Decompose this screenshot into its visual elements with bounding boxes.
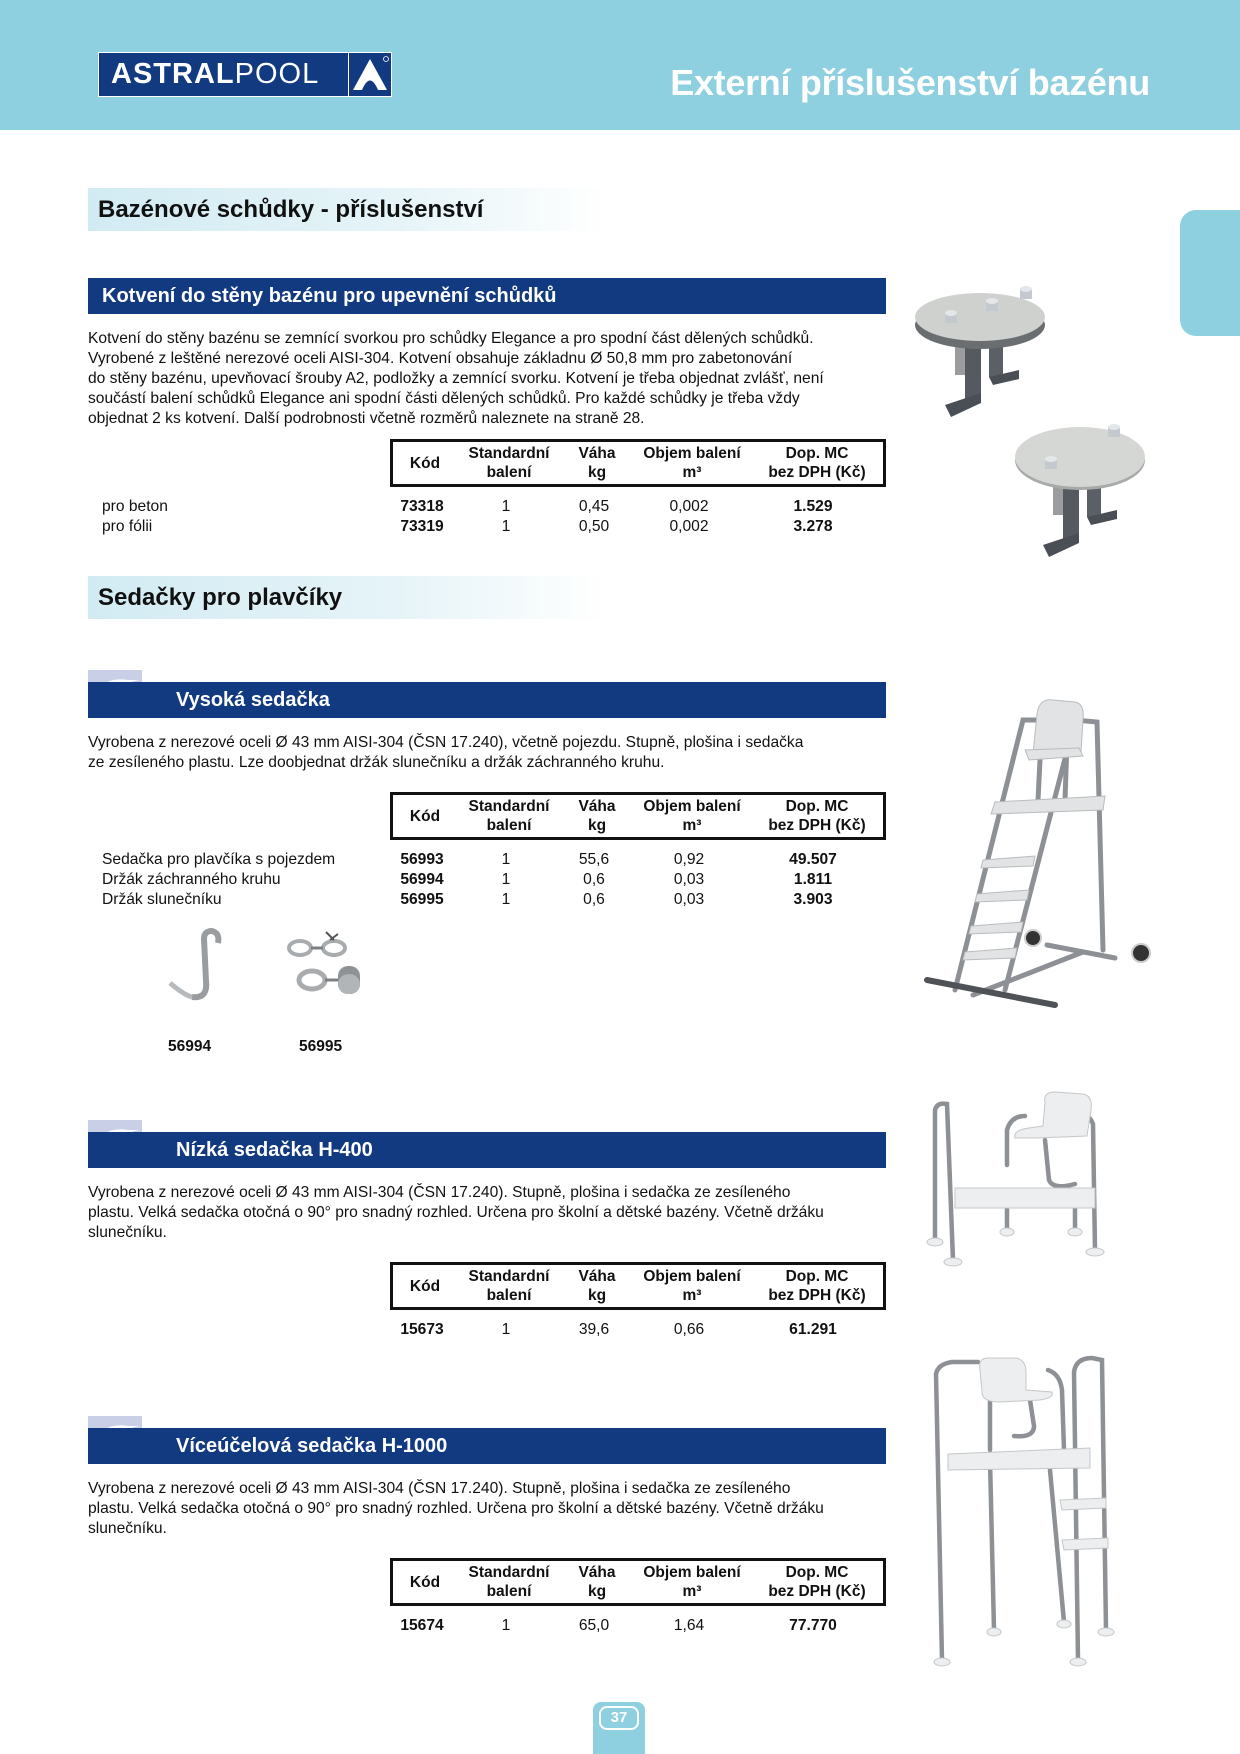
description-line: slunečníku. xyxy=(88,1224,167,1241)
description-line: objednat 2 ks kotvení. Další podrobnosti včetně rozměrů naleznete na straně 28. xyxy=(88,410,645,427)
row-weight: 0,45 xyxy=(578,498,610,515)
col-price xyxy=(751,1267,883,1305)
col-price-line2: bez DPH (Kč) xyxy=(768,1583,866,1600)
table-row xyxy=(88,1616,886,1636)
col-standard-line1: Standardní xyxy=(468,798,550,815)
description-line: slunečníku. xyxy=(88,1520,167,1537)
high-chair-description xyxy=(88,733,886,773)
col-standard-line1: Standardní xyxy=(468,1564,550,1581)
description-line: Vyrobena z nerezové oceli Ø 43 mm AISI-304 (ČSN 17.240). Stupně, plošina i sedačka ze zesíleného xyxy=(88,1480,791,1497)
row-weight: 0,50 xyxy=(578,518,610,535)
row-standard: 1 xyxy=(501,1321,511,1338)
col-standard-line2: balení xyxy=(486,464,532,481)
table-row xyxy=(88,870,886,890)
col-price xyxy=(751,1563,883,1601)
col-price xyxy=(751,797,883,835)
row-standard: 1 xyxy=(501,891,511,908)
row-price: 49.507 xyxy=(789,851,837,868)
col-standard-line1: Standardní xyxy=(468,1268,550,1285)
col-standard xyxy=(457,1563,561,1601)
description-line: ze zesíleného plastu. Lze doobjednat držák slunečníku a držák záchranného kruhu. xyxy=(88,754,665,771)
row-name: Sedačka pro plavčíka s pojezdem xyxy=(102,851,336,868)
table-header xyxy=(390,1558,886,1606)
table-header xyxy=(390,1262,886,1310)
row-volume: 0,03 xyxy=(673,871,705,888)
col-volume-line2: m³ xyxy=(682,1287,702,1304)
col-price-line1: Dop. MC xyxy=(785,1564,849,1581)
col-weight-line1: Váha xyxy=(578,798,616,815)
col-price-line2: bez DPH (Kč) xyxy=(768,464,866,481)
table-row xyxy=(88,890,886,910)
col-standard-line1: Standardní xyxy=(468,445,550,462)
row-standard: 1 xyxy=(501,518,511,535)
row-name: pro beton xyxy=(102,498,168,515)
col-price-line1: Dop. MC xyxy=(785,798,849,815)
col-weight xyxy=(561,444,633,482)
col-volume-line1: Objem balení xyxy=(643,445,741,462)
anchors-product-image xyxy=(915,275,1155,570)
col-kod: Kód xyxy=(409,1277,441,1295)
table-row xyxy=(88,1320,886,1340)
description-line: Kotvení do stěny bazénu se zemnící svorkou pro schůdky Elegance a pro spodní část dělených schůdků. xyxy=(88,330,814,347)
logo-triangle-icon xyxy=(348,53,391,96)
col-volume-line1: Objem balení xyxy=(643,1268,741,1285)
col-volume xyxy=(633,444,751,482)
col-weight xyxy=(561,1267,633,1305)
accessory-code: 56994 xyxy=(168,1038,212,1055)
col-weight-line1: Váha xyxy=(578,445,616,462)
row-weight: 0,6 xyxy=(583,871,605,888)
section-title-ladders: Bazénové schůdky - příslušenství xyxy=(88,188,608,231)
page-number: 37 xyxy=(599,1706,639,1730)
section-title-chairs: Sedačky pro plavčíky xyxy=(88,576,608,619)
page-number-tab xyxy=(593,1702,645,1754)
logo-wordmark xyxy=(99,58,351,91)
row-name: pro fólii xyxy=(102,518,153,535)
row-weight: 65,0 xyxy=(578,1617,610,1634)
ring-holder-image xyxy=(160,925,230,1010)
description-line: Vyrobené z leštěné nerezové oceli AISI-304. Kotvení obsahuje základnu Ø 50,8 mm pro zabetonování xyxy=(88,350,793,367)
row-volume: 1,64 xyxy=(673,1617,705,1634)
col-standard xyxy=(457,797,561,835)
col-weight-line1: Váha xyxy=(578,1268,616,1285)
table-header xyxy=(390,439,886,487)
logo-text-bold: ASTRAL xyxy=(111,58,235,90)
row-code: 15673 xyxy=(400,1321,444,1338)
col-weight xyxy=(561,797,633,835)
table-row xyxy=(88,497,886,517)
row-code: 73319 xyxy=(400,518,444,535)
col-weight-line1: Váha xyxy=(578,1564,616,1581)
product-bar-low-chair: Nízká sedačka H-400 xyxy=(88,1132,886,1168)
row-volume: 0,92 xyxy=(673,851,705,868)
row-standard: 1 xyxy=(501,851,511,868)
col-volume-line1: Objem balení xyxy=(643,1564,741,1581)
col-standard-line2: balení xyxy=(486,1583,532,1600)
row-price: 61.291 xyxy=(789,1321,837,1338)
row-weight: 55,6 xyxy=(578,851,610,868)
row-price: 77.770 xyxy=(789,1617,837,1634)
col-kod: Kód xyxy=(409,1573,441,1591)
row-standard: 1 xyxy=(501,871,511,888)
multi-chair-product-image xyxy=(930,1330,1145,1670)
col-price-line1: Dop. MC xyxy=(785,1268,849,1285)
row-name: Držák záchranného kruhu xyxy=(102,871,281,888)
description-line: do stěny bazénu, upevňovací šrouby A2, podložky a zemnící svorku. Kotvení je třeba objednat zvlášť, není xyxy=(88,370,824,387)
col-volume-line1: Objem balení xyxy=(643,798,741,815)
col-volume xyxy=(633,1267,751,1305)
col-weight-line2: kg xyxy=(587,1287,607,1304)
page-header xyxy=(0,0,1240,130)
row-code: 73318 xyxy=(400,498,444,515)
product-bar-multi-chair: Víceúčelová sedačka H-1000 xyxy=(88,1428,886,1464)
row-code: 56993 xyxy=(400,851,444,868)
row-volume: 0,03 xyxy=(673,891,705,908)
low-chair-description xyxy=(88,1183,886,1243)
col-weight-line2: kg xyxy=(587,464,607,481)
row-code: 56994 xyxy=(400,871,444,888)
col-standard-line2: balení xyxy=(486,817,532,834)
col-price xyxy=(751,444,883,482)
product-bar-high-chair: Vysoká sedačka xyxy=(88,682,886,718)
row-volume: 0,002 xyxy=(669,498,709,515)
anchors-description xyxy=(88,329,886,429)
description-line: Vyrobena z nerezové oceli Ø 43 mm AISI-304 (ČSN 17.240). Stupně, plošina i sedačka ze zesíleného xyxy=(88,1184,791,1201)
col-standard-line2: balení xyxy=(486,1287,532,1304)
table-row xyxy=(88,850,886,870)
col-volume-line2: m³ xyxy=(682,464,702,481)
row-volume: 0,002 xyxy=(669,518,709,535)
col-weight-line2: kg xyxy=(587,1583,607,1600)
high-chair-product-image xyxy=(915,690,1155,1010)
col-volume-line2: m³ xyxy=(682,817,702,834)
description-line: plastu. Velká sedačka otočná o 90° pro snadný rozhled. Určena pro školní a dětské bazény. Včetně držáku xyxy=(88,1500,824,1517)
row-code: 56995 xyxy=(400,891,444,908)
col-kod: Kód xyxy=(409,807,441,825)
logo-text-light: POOL xyxy=(234,58,320,90)
row-code: 15674 xyxy=(400,1617,444,1634)
multi-chair-description xyxy=(88,1479,886,1539)
description-line: plastu. Velká sedačka otočná o 90° pro snadný rozhled. Určena pro školní a dětské bazény. Včetně držáku xyxy=(88,1204,824,1221)
chapter-side-tab xyxy=(1180,210,1240,336)
col-price-line1: Dop. MC xyxy=(785,445,849,462)
description-line: Vyrobena z nerezové oceli Ø 43 mm AISI-304 (ČSN 17.240), včetně pojezdu. Stupně, plošina i sedačka xyxy=(88,734,804,751)
col-standard xyxy=(457,1267,561,1305)
table-header xyxy=(390,792,886,840)
col-weight-line2: kg xyxy=(587,817,607,834)
row-price: 3.278 xyxy=(793,518,833,535)
description-line: součástí balení schůdků Elegance ani spodní části dělených schůdků. Pro každé schůdky je třeba vždy xyxy=(88,390,800,407)
row-name: Držák slunečníku xyxy=(102,891,222,908)
row-standard: 1 xyxy=(501,498,511,515)
row-price: 3.903 xyxy=(793,891,833,908)
row-weight: 0,6 xyxy=(583,891,605,908)
col-weight xyxy=(561,1563,633,1601)
col-kod: Kód xyxy=(409,454,441,472)
page-title: Externí příslušenství bazénu xyxy=(670,62,1150,103)
col-price-line2: bez DPH (Kč) xyxy=(768,817,866,834)
row-volume: 0,66 xyxy=(673,1321,705,1338)
row-price: 1.529 xyxy=(793,498,833,515)
row-weight: 39,6 xyxy=(578,1321,610,1338)
col-volume xyxy=(633,1563,751,1601)
row-standard: 1 xyxy=(501,1617,511,1634)
row-price: 1.811 xyxy=(793,871,833,888)
astralpool-logo xyxy=(98,52,392,97)
col-volume xyxy=(633,797,751,835)
col-standard xyxy=(457,444,561,482)
low-chair-product-image xyxy=(925,1080,1140,1280)
accessory-code: 56995 xyxy=(299,1038,343,1055)
product-bar-anchors: Kotvení do stěny bazénu pro upevnění schůdků xyxy=(88,278,886,314)
table-row xyxy=(88,517,886,537)
col-price-line2: bez DPH (Kč) xyxy=(768,1287,866,1304)
col-volume-line2: m³ xyxy=(682,1583,702,1600)
umbrella-holder-image xyxy=(282,930,377,1000)
